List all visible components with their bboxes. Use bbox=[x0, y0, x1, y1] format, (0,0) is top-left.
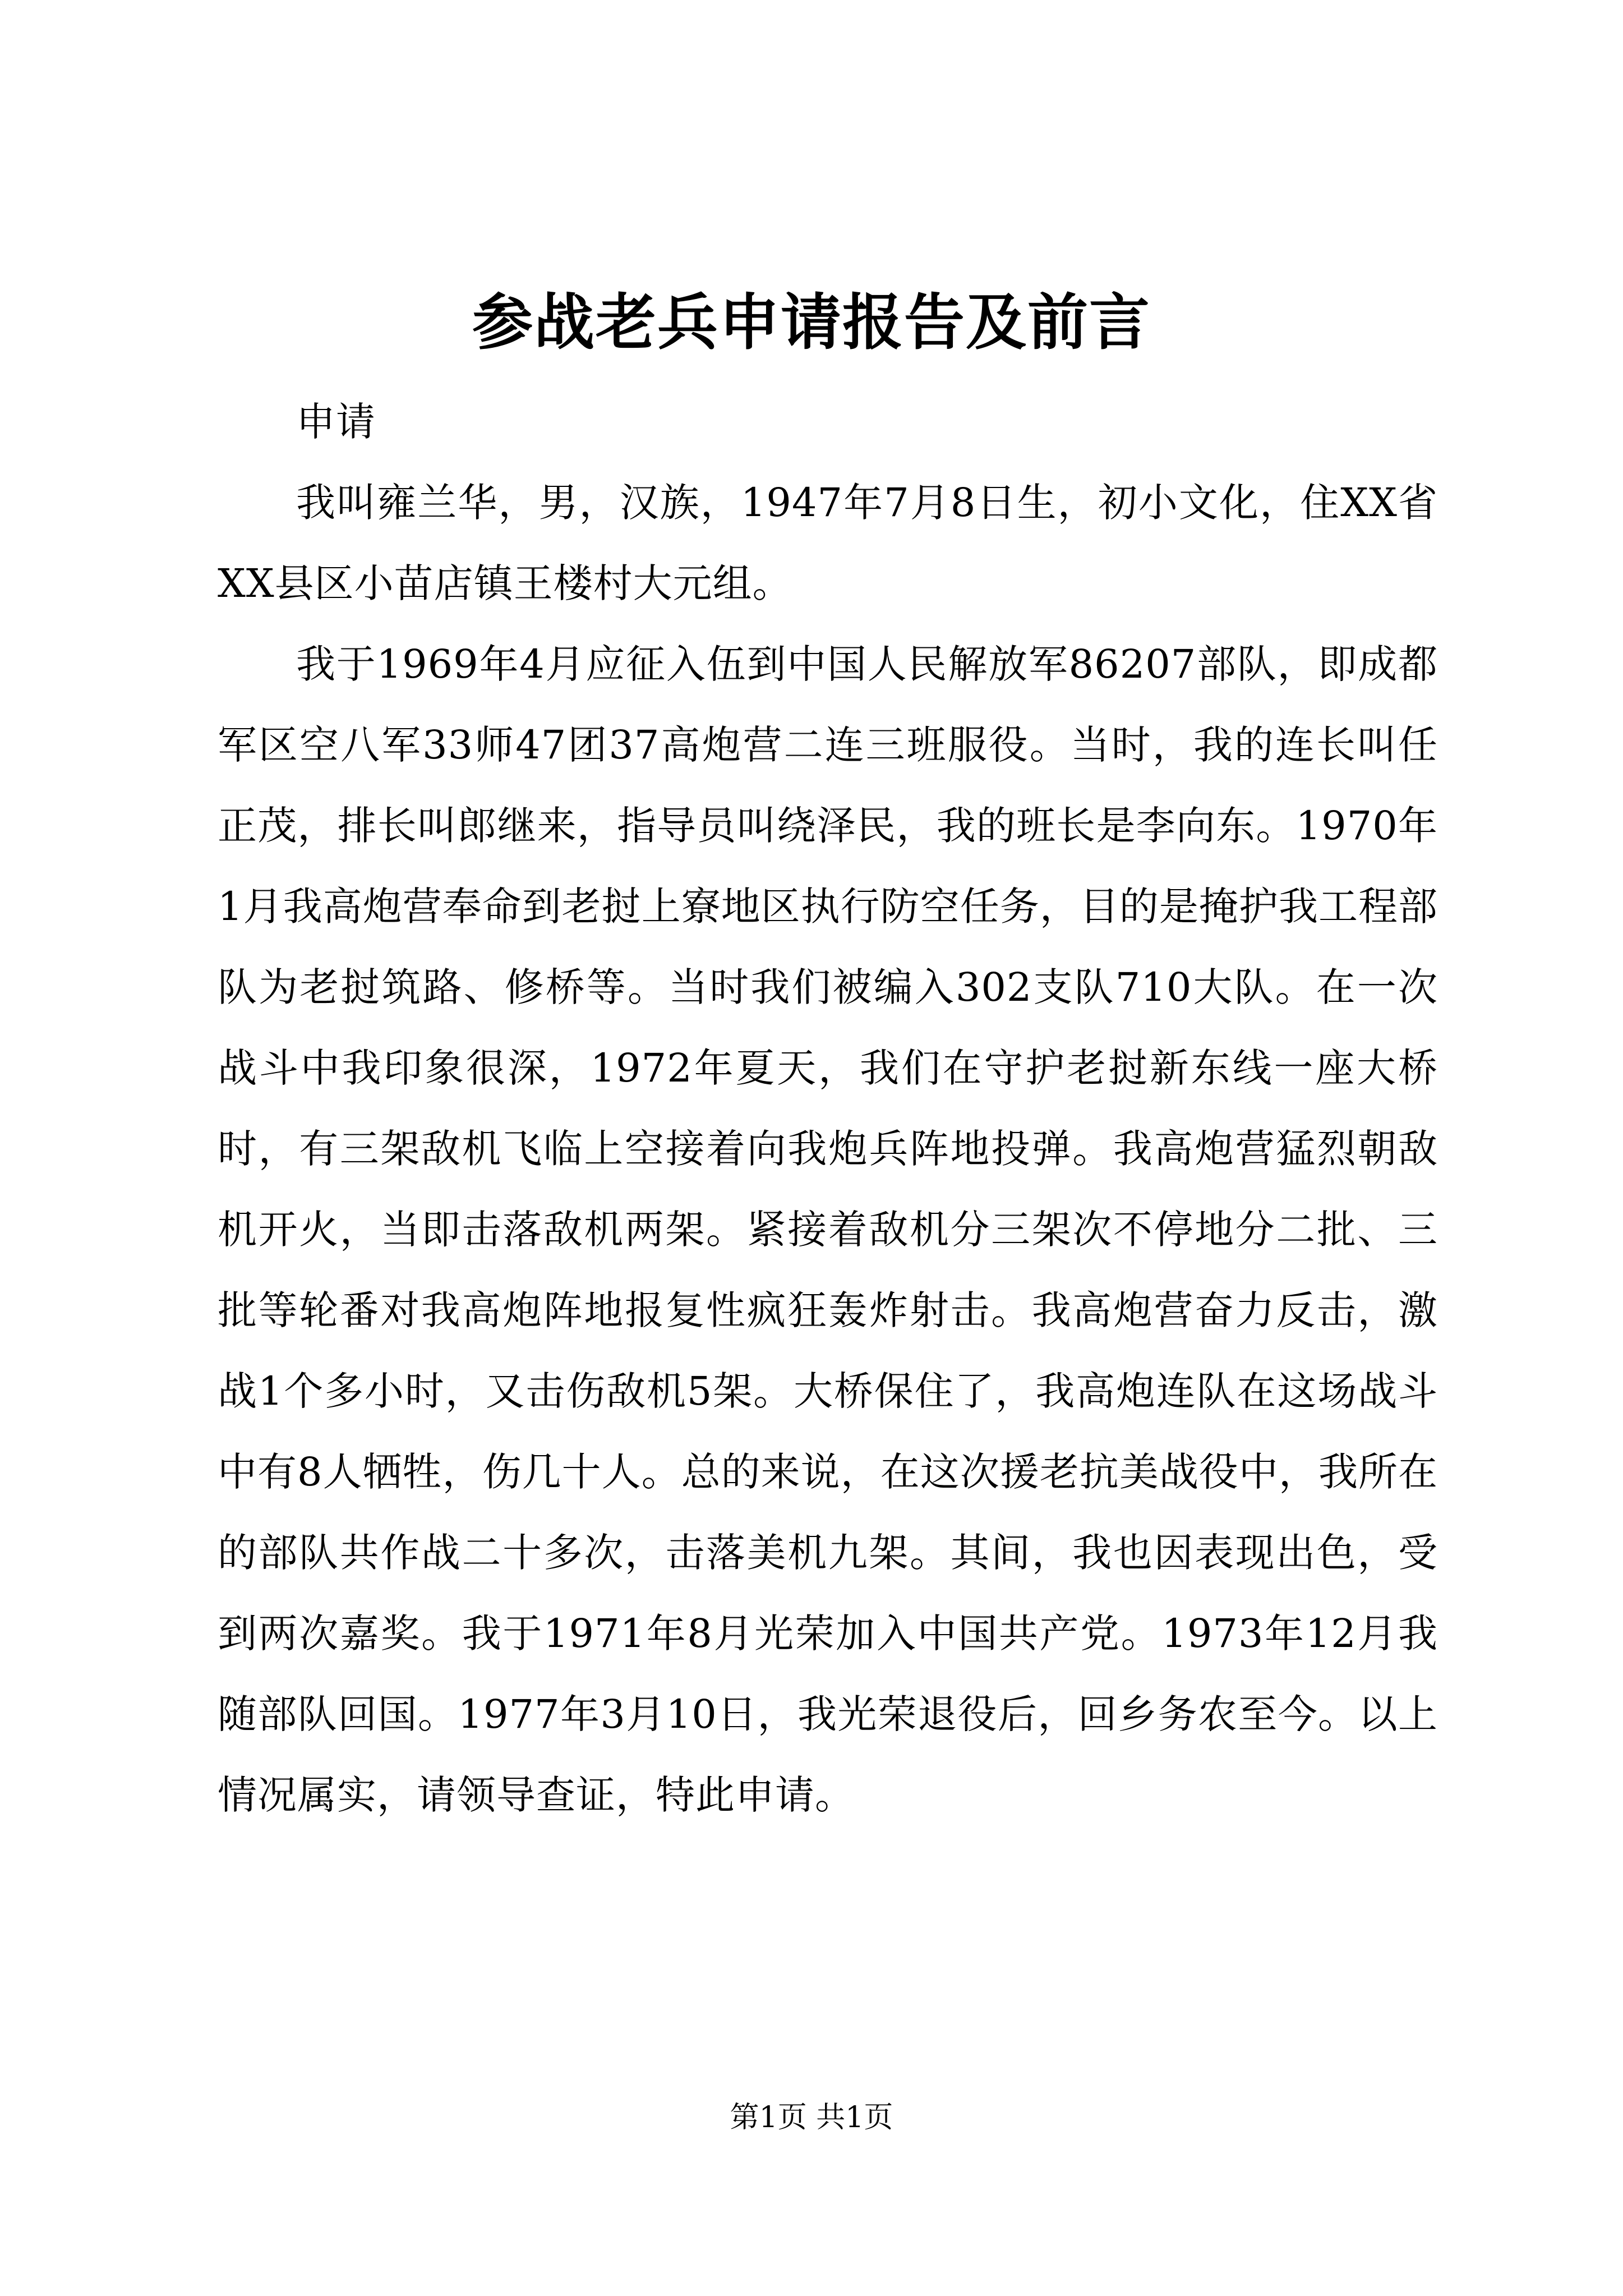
paragraph-personal-info: 我叫雍兰华，男，汉族，1947年7月8日生，初小文化，住XX省XX县区小苗店镇王楼村大元组。 bbox=[218, 480, 1438, 606]
document-body bbox=[218, 381, 1438, 1835]
paragraph-heading: 申请 bbox=[296, 399, 376, 445]
page-footer: 第1页 共1页 bbox=[730, 2101, 893, 2134]
paragraph-service-history: 我于1969年4月应征入伍到中国人民解放军86207部队，即成都军区空八军33师47团37高炮营二连三班服役。当时，我的连长叫任正茂，排长叫郎继来，指导员叫绕泽民，我的班长是李向东。1970年1月我高炮营奉命到老挝上寮地区执行防空任务，目的是掩护我工程部队为老挝筑路、修桥等。当时我们被编入302支队710大队。在一次战斗中我印象很深，1972年夏天，我们在守护老挝新东线一座大桥时，有三架敌机飞临上空接着向我炮兵阵地投弹。我高炮营猛烈朝敌机开火，当即击落敌机两架。紧接着敌机分三架次不停地分二批、三批等轮番对我高炮阵地报复性疯狂轰炸射击。我高炮营奋力反击，激战1个多小时，又击伤敌机5架。大桥保住了，我高炮连队在这场战斗中有8人牺牲，伤几十人。总的来说，在这次援老抗美战役中，我所在的部队共作战二十多次，击落美机九架。其间，我也因表现出色，受到两次嘉奖。我于1971年8月光荣加入中国共产党。1973年12月我随部队回国。1977年3月10日，我光荣退役后，回乡务农至今。以上情况属实，请领导查证，特此申请。 bbox=[218, 641, 1438, 1818]
document-title: 参战老兵申请报告及前言 bbox=[472, 287, 1151, 358]
